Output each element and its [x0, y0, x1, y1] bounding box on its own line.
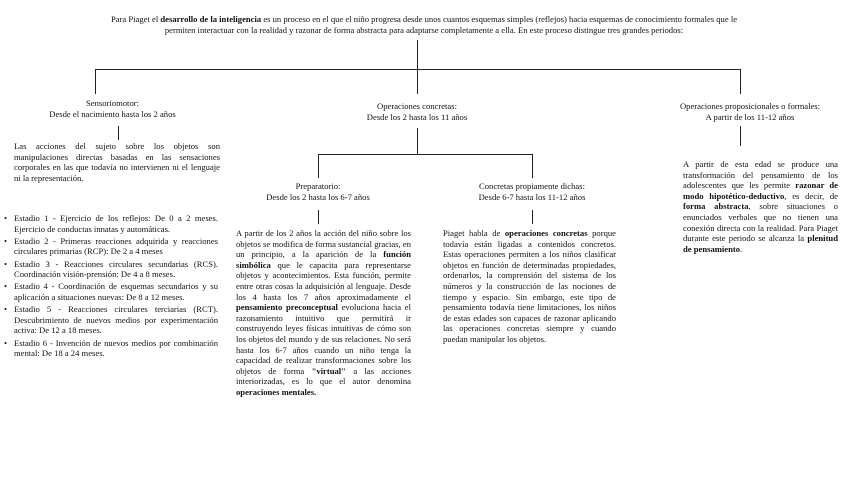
connector-formales-desc — [740, 126, 741, 146]
sensoriomotor-heading — [0, 98, 225, 119]
list-item: • Estadio 4 - Coordinación de esquemas secundarios y su aplicación a situaciones nuevas: De 8 a 12 meses. — [2, 281, 218, 302]
list-item: • Estadio 6 - Invención de nuevos medios por combinación mental: De 18 a 24 meses. — [2, 338, 218, 359]
intro-bold-term: desarrollo de la inteligencia — [160, 14, 262, 24]
concretas-heading — [317, 101, 517, 122]
connector-preparatorio-drop — [318, 154, 319, 178]
connector-trunk — [417, 40, 418, 69]
connector-concretas-down — [417, 128, 418, 154]
sensoriomotor-description: Las acciones del sujeto sobre los objetos son manipulaciones directas basadas en las sensaciones corporales en las que todavía no intervienen ni el lenguaje ni la representación. — [14, 141, 220, 183]
sensoriomotor-subtitle: Desde el nacimiento hasta los 2 años — [49, 108, 176, 119]
connector-sensoriomotor-desc — [118, 126, 119, 140]
connector-concretas-propiamente-drop — [532, 154, 533, 178]
formales-subtitle: A partir de los 11-12 años — [705, 111, 795, 122]
connector-preparatorio-desc — [318, 210, 319, 224]
preparatorio-description: A partir de los 2 años la acción del niño sobre los objetos se modifica de forma sustancial gracias, en un principio, a la aparición de la función simbólica que le capacita para representarse objetos y acontecimientos. Esta función, permite entre otras cosas la adquisición al lenguaje. Desde los 4 hasta los 7 años aproximadamente el pensamiento preconceptual evoluciona hacia el razonamiento intuitivo que permitirá ir construyendo leyes físicas intuitivas de cómo son los objetos del mundo y de sus relaciones. No será hasta los 6-7 años cuando un niño tenga la capacidad de realizar transformaciones sobre los objetos de forma "virtual" a las acciones interiorizadas, es lo que el autor denomina operaciones mentales. — [236, 228, 412, 397]
concretas-propiamente-subtitle: Desde 6-7 hasta los 11-12 años — [478, 191, 586, 202]
preparatorio-title: Preparatorio: — [295, 181, 341, 191]
concretas-propiamente-title: Concretas propiamente dichas: — [479, 181, 585, 191]
sensoriomotor-title: Sensoriomotor: — [86, 98, 139, 108]
formales-description: A partir de esta edad se produce una transformación del pensamiento de los adolescentes que les permite razonar de modo hipotético-deductivo, es decir, de forma abstracta, sobre situaciones o enunciados verbales que no tienen una conexión directa con la realidad. Para Piaget durante este periodo se alcanza la plenitud de pensamiento. — [683, 159, 838, 254]
preparatorio-heading — [238, 181, 398, 202]
connector-mid-drop — [417, 69, 418, 94]
list-item: • Estadio 5 - Reacciones circulares terciarias (RCT). Descubrimiento de nuevos medios por experimentación activa: De 12 a 18 meses. — [2, 304, 218, 336]
preparatorio-subtitle: Desde los 2 hasta los 6-7 años — [266, 191, 370, 202]
concretas-propiamente-heading — [447, 181, 617, 202]
formales-heading — [652, 101, 848, 122]
list-item: • Estadio 1 - Ejercicio de los reflejos: De 0 a 2 meses. Ejercicio de conductas innatas y automáticas. — [2, 213, 218, 234]
concretas-subtitle: Desde los 2 hasta los 11 años — [366, 111, 468, 122]
connector-right-drop — [740, 69, 741, 94]
formales-title: Operaciones proposicionales o formales: — [679, 101, 821, 111]
connector-concretas-bar — [318, 154, 532, 155]
connector-left-drop — [95, 69, 96, 94]
connector-concretas-propiamente-desc — [532, 210, 533, 224]
list-item: • Estadio 2 - Primeras reacciones adquirida y reacciones circulares primarias (RCP): De 2 a 4 meses — [2, 236, 218, 257]
sensoriomotor-stages-list — [2, 213, 218, 360]
concretas-propiamente-description: Piaget habla de operaciones concretas porque todavía están ligadas a contenidos concretos. Estas operaciones permiten a los niños clasificar objetos en función de determinadas propiedades, ordenarlos, la comprensión del sistema de los números y la construcción de las nociones de tiempo y espacio. Sin embargo, este tipo de pensamiento todavía tiene limitaciones, los niños de estas edades son capaces de razonar aplicando las operaciones concretas siempre y cuando puedan manipular los objetos. — [443, 228, 616, 344]
intro-text: Para Piaget el desarrollo de la inteligencia es un proceso en el que el niño progresa desde unos cuantos esquemas simples (reflejos) hacia esquemas de conocimiento formales que le permiten interactuar con la realidad y razonar de forma abstracta para adaptarse completamente a ella. En este proceso distingue tres grandes periodos: — [110, 14, 738, 35]
concretas-title: Operaciones concretas: — [377, 101, 457, 111]
list-item: • Estadio 3 - Reacciones circulares secundarias (RCS). Coordinación visión-prensión: De 4 a 8 meses. — [2, 259, 218, 280]
